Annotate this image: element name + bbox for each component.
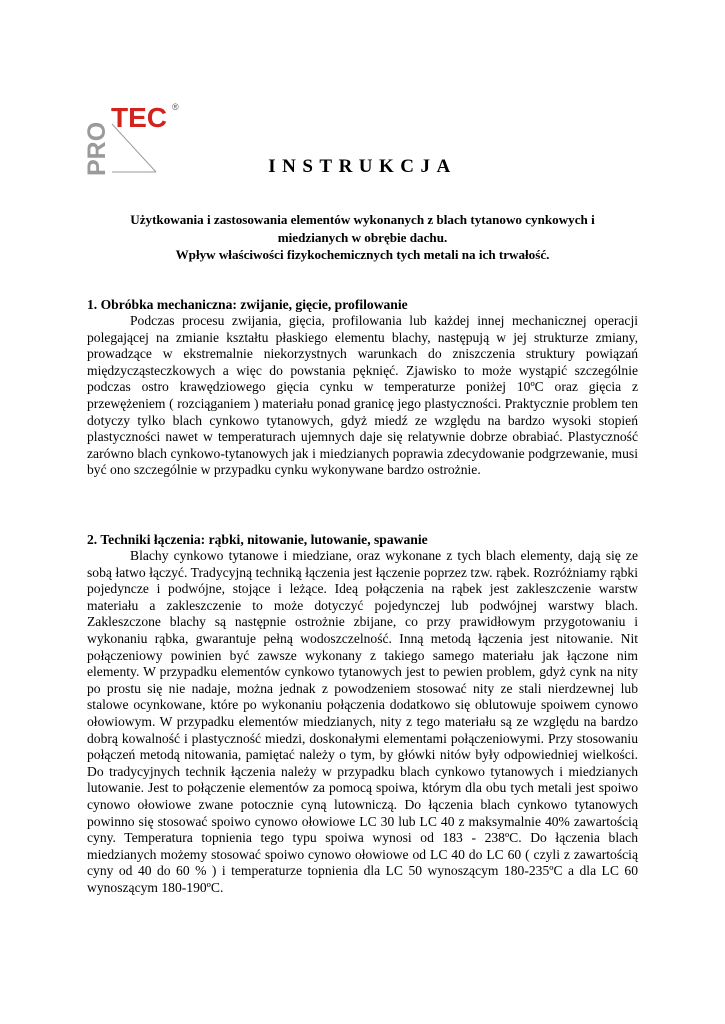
section-paragraph: Podczas procesu zwijania, gięcia, profilowania lub każdej innej mechanicznej operacji polegającej na zmianie kształtu płaskiego elementu blachy, następują w jej strukturze zmiany, prowadzące w ekstremalnie niekorzystnych warunkach do zniszczenia struktury powiązań międzycząsteczkowych a więc do powstania pęknięć. Zjawisko to może wystąpić szczególnie podczas ostro krawędziowego gięcia cynku w temperaturze poniżej 10ºC oraz gięcia z przewężeniem ( rozciąganiem ) materiału ponad granicę jego plastyczności. Praktycznie problem ten dotyczy tylko blach cynkowo tytanowych, gdyż miedź ze względu na bardzo wysoki stopień plastyczności nawet w temperaturach ujemnych daje się relatywnie dobrze obrabiać. Plastyczność zarówno blach cynkowo-tytanowych jak i miedzianych poprawia zdecydowanie podgrzewanie, musi być ono szczególnie w przypadku cynku wykonywane bardzo ostrożnie. [87, 313, 638, 478]
subtitle-line-2: miedzianych w obrębie dachu. [277, 229, 448, 245]
document-subtitle [130, 211, 595, 264]
logo-registered-mark: ® [172, 102, 179, 112]
section-heading: 2. Techniki łączenia: rąbki, nitowanie, lutowanie, spawanie [87, 532, 428, 547]
section-heading: 1. Obróbka mechaniczna: zwijanie, gięcie, profilowanie [87, 297, 408, 312]
section-paragraph: Blachy cynkowo tytanowe i miedziane, oraz wykonane z tych blach elementy, dają się ze sobą łatwo łączyć. Tradycyjną techniką łączenia jest łączenie poprzez tzw. rąbek. Rozróżniamy rąbki pojedyncze i podwójne, stojące i leżące. Ideą połączenia na rąbek jest zakleszczenie warstw materiału a zakleszczenie to może dotyczyć pojedynczej lub podwójnej warstwy blach. Zakleszczone blachy są następnie ostrożnie zbijane, co przy prawidłowym przygotowaniu i wykonaniu rąbka, gwarantuje pełną wodoszczelność. Inną metodą łączenia jest nitowanie. Nit połączeniowy powinien być zawsze wykonany z takiego samego materiału jak łączone nim elementy. W przypadku elementów cynkowo tytanowych jest to pewien problem, gdyż cynk na nity po prostu się nie nadaje, można jednak z powodzeniem stosować nity ze stali nierdzewnej lub stalowe ocynkowane, które po wykonaniu połączenia dodatkowo się oblutowuje spoiwem cynowo ołowiowym. W przypadku elementów miedzianych, nity z tego materiału są ze względu na bardzo dobrą kowalność i plastyczność miedzi, doskonałymi elementami połączeniowymi. Przy stosowaniu połączeń metodą nitowania, pamiętać należy o tym, by główki nitów były odpowiedniej wielkości. Do tradycyjnych technik łączenia należy w przypadku blach cynkowo tytanowych i miedzianych lutowanie. Jest to połączenie elementów za pomocą spoiwa, którym dla obu tych metali jest spoiwo cynowo ołowiowe zwane potocznie cyną lutowniczą. Do łączenia blach cynkowo tytanowych powinno się stosować spoiwo cynowo ołowiowe LC 30 lub LC 40 z maksymalnie 40% zawartością cyny. Temperatura topnienia tego typu spoiwa wynosi od 183 - 238ºC. Do łączenia blach miedzianych możemy stosować spoiwo cynowo ołowiowe od LC 40 do LC 60 ( czyli z zawartością cyny od 40 do 60 % ) i temperaturze topnienia dla LC 50 wynoszącym 180-235ºC a dla LC 60 wynoszącym 180-190ºC. [87, 548, 638, 895]
section-joining-techniques [87, 531, 638, 896]
section-mechanical-processing [87, 296, 638, 479]
subtitle-line-1: Użytkowania i zastosowania elementów wykonanych z blach tytanowo cynkowych i [130, 212, 595, 227]
document-title: INSTRUKCJA [268, 156, 457, 177]
subtitle-line-3: Wpływ właściwości fizykochemicznych tych metali na ich trwałość. [175, 247, 550, 262]
logo-pro-text: PRO [83, 121, 111, 176]
logo-tec-text: TEC [111, 102, 167, 133]
